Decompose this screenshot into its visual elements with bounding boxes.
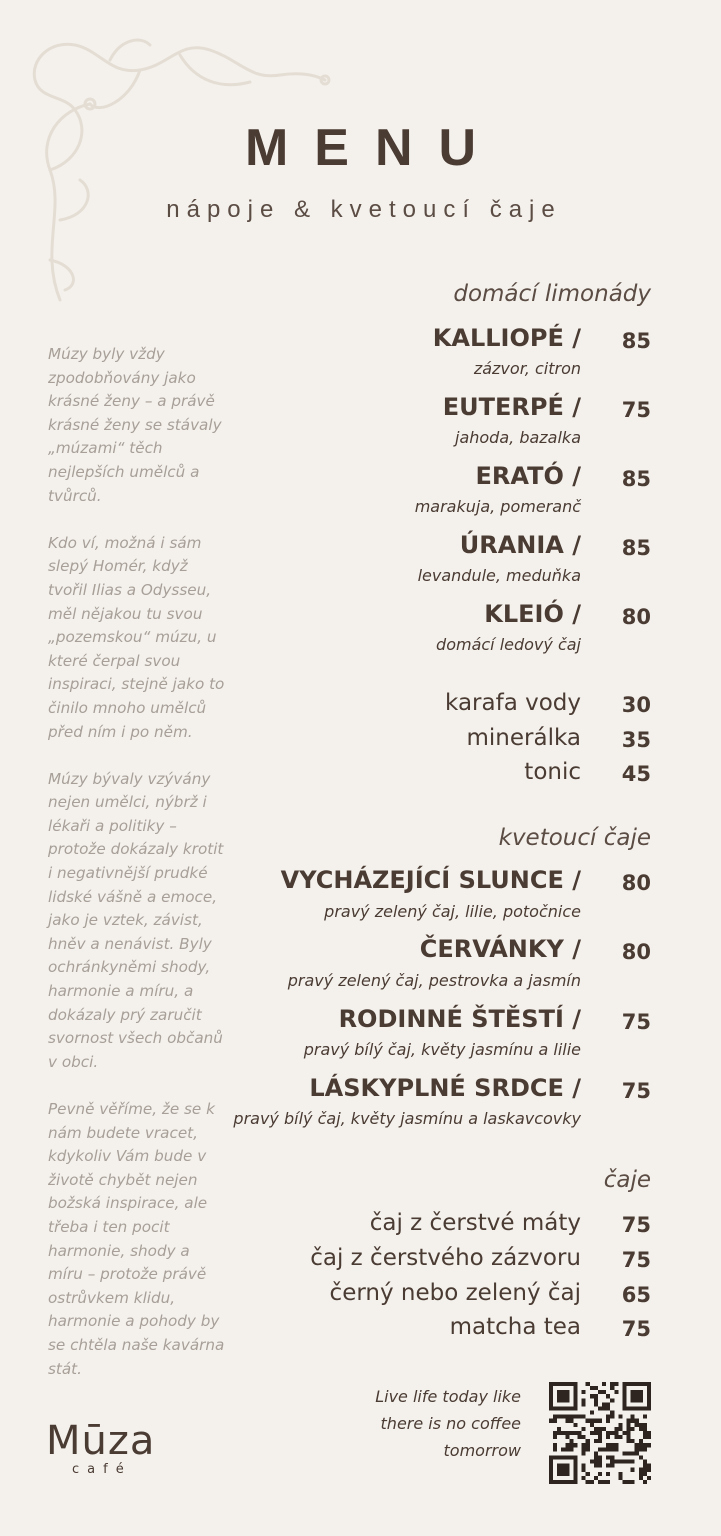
item-desc: marakuja, pomeranč: [414, 497, 581, 516]
slogan-line: tomorrow: [443, 1441, 521, 1460]
tea-price: 75: [621, 1213, 651, 1237]
item-desc: pravý zelený čaj, pestrovka a jasmín: [287, 971, 581, 990]
tea-price: 65: [621, 1283, 651, 1307]
section-heading-teas: čaje: [603, 1167, 651, 1193]
tea-name: čaj z čerstvé máty: [369, 1210, 581, 1236]
item-price: 85: [621, 536, 651, 560]
item-name: KLEIÓ /: [484, 600, 581, 628]
menu-subtitle: nápoje & kvetoucí čaje: [166, 196, 562, 223]
item-name: ERATÓ /: [475, 462, 581, 490]
slogan: [375, 1383, 521, 1464]
item-price: 80: [621, 940, 651, 964]
tea-name: čaj z čerstvého zázvoru: [310, 1245, 581, 1271]
section-heading-lemonades: domácí limonády: [453, 281, 651, 307]
drink-price: 30: [621, 693, 651, 717]
item-name: ÚRANIA /: [459, 531, 581, 559]
item-price: 75: [621, 398, 651, 422]
item-price: 80: [621, 605, 651, 629]
item-desc: domácí ledový čaj: [436, 635, 581, 654]
item-name: RODINNÉ ŠTĚSTÍ /: [338, 1005, 581, 1033]
slogan-line: Live life today like: [375, 1387, 521, 1406]
intro-paragraph: Pevně věříme, že se k nám budete vracet, kdykoliv Vám bude v životě chybět nejen božská inspirace, ale třeba i ten pocit harmonie, shody a míru – protože právě ostrůvkem klidu, harmonie a pohody by se chtěla naše kavárna stát.: [48, 1100, 225, 1378]
item-desc: pravý bílý čaj, květy jasmínu a laskavcovky: [233, 1109, 581, 1128]
drink-name: karafa vody: [445, 690, 581, 716]
tea-name: černý nebo zelený čaj: [329, 1280, 581, 1306]
item-price: 85: [621, 467, 651, 491]
drink-name: tonic: [524, 759, 581, 785]
item-price: 85: [621, 329, 651, 353]
item-desc: levandule, meduňka: [417, 566, 581, 585]
slogan-line: there is no coffee: [380, 1414, 521, 1433]
qr-code[interactable]: [549, 1382, 651, 1484]
item-name: LÁSKYPLNÉ SRDCE /: [309, 1074, 581, 1102]
logo-wordmark: Mūza: [46, 1418, 156, 1464]
item-desc: jahoda, bazalka: [455, 428, 581, 447]
section-heading-blooming-teas: kvetoucí čaje: [498, 825, 651, 851]
intro-paragraph: Kdo ví, možná i sám slepý Homér, když tvořil Ilias a Odysseu, měl nějakou tu svou „pozemskou“ múzu, u které čerpal svou inspiraci, stejně jako to činilo mnoho umělců před ním i po něm.: [48, 533, 225, 741]
intro-text: [48, 343, 228, 1405]
drink-price: 45: [621, 762, 651, 786]
tea-price: 75: [621, 1248, 651, 1272]
item-name: VYCHÁZEJÍCÍ SLUNCE /: [280, 866, 581, 894]
intro-paragraph: Múzy byly vždy zpodobňovány jako krásné ženy – a právě krásné ženy se stávaly „múzami“ těch nejlepších umělců a tvůrců.: [48, 345, 222, 505]
item-price: 75: [621, 1010, 651, 1034]
tea-price: 75: [621, 1317, 651, 1341]
item-name: ČERVÁNKY /: [419, 935, 581, 963]
intro-paragraph: Múzy bývaly vzývány nejen umělci, nýbrž i lékaři a politiky – protože dokázaly krotit i negativnější prudké lidské vášně a emoce, jako je vztek, závist, hněv a nenávist. Byly ochránkyněmi shody, harmonie a míru, a dokázaly prý zaručit svornost všech občanů v obci.: [48, 769, 224, 1071]
item-price: 75: [621, 1079, 651, 1103]
item-name: KALLIOPÉ /: [432, 324, 581, 352]
item-desc: pravý zelený čaj, lilie, potočnice: [324, 902, 581, 921]
drink-price: 35: [621, 728, 651, 752]
item-desc: pravý bílý čaj, květy jasmínu a lilie: [303, 1040, 581, 1059]
menu-title: MENU: [244, 119, 503, 177]
item-name: EUTERPÉ /: [442, 393, 581, 421]
drink-name: minerálka: [466, 725, 581, 751]
item-desc: zázvor, citron: [473, 359, 581, 378]
cafe-logo: [46, 1420, 155, 1478]
tea-name: matcha tea: [449, 1314, 581, 1340]
logo-subtitle: café: [72, 1462, 132, 1477]
item-price: 80: [621, 871, 651, 895]
